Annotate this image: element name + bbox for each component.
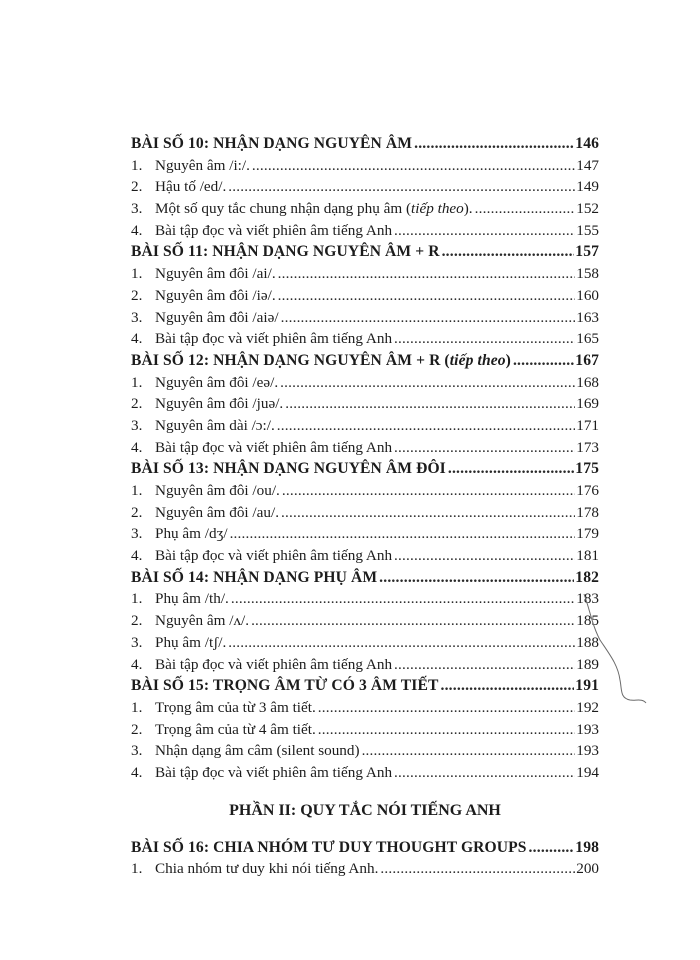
item-title: Nguyên âm /ʌ/.	[155, 612, 250, 630]
toc-item	[131, 263, 599, 285]
dot-leader	[281, 502, 575, 524]
page-number: 176	[576, 482, 599, 499]
dot-leader	[379, 567, 574, 589]
item-title: Nguyên âm đôi /ou/.	[155, 482, 280, 499]
page-number: 185	[576, 612, 599, 630]
toc-item	[131, 285, 599, 307]
page-number: 175	[575, 460, 599, 478]
dot-leader	[414, 133, 574, 155]
dot-leader	[318, 697, 575, 719]
item-number: 1.	[131, 156, 143, 174]
item-title: Nguyên âm đôi /ai/.	[155, 265, 276, 283]
item-title-italic: tiếp theo	[411, 200, 464, 218]
dot-leader	[282, 480, 575, 502]
item-number: 1.	[131, 590, 143, 608]
item-number: 4.	[131, 438, 143, 456]
toc-item	[131, 415, 599, 437]
page-number: 147	[576, 156, 599, 174]
item-number: 3.	[131, 416, 143, 434]
page-number: 155	[576, 221, 599, 239]
page-number: 198	[575, 838, 599, 856]
item-number: 2.	[131, 395, 143, 413]
item-number: 3.	[131, 308, 143, 326]
page-number: 152	[576, 200, 599, 218]
item-title: Trọng âm của từ 3 âm tiết.	[155, 698, 316, 716]
page-number: 200	[576, 860, 599, 878]
item-title: Bài tập đọc và viết phiên âm tiếng Anh	[155, 547, 393, 565]
toc-heading-lesson-12	[131, 350, 599, 372]
dot-leader	[277, 415, 575, 437]
dot-leader	[228, 176, 575, 198]
dot-leader	[285, 393, 575, 415]
heading-title: BÀI SỐ 11: NHẬN DẠNG NGUYÊN ÂM + R	[131, 243, 440, 261]
dot-leader	[513, 350, 574, 372]
toc-item	[131, 502, 599, 524]
page-number: 193	[576, 720, 599, 738]
toc-heading-lesson-13	[131, 458, 599, 480]
item-title-text: Một số quy tắc chung nhận dạng phụ âm (	[155, 200, 412, 218]
page-number: 194	[576, 763, 599, 781]
page-number: 179	[576, 525, 599, 543]
toc-item	[131, 654, 599, 676]
item-number: 4.	[131, 221, 143, 239]
toc-item	[131, 372, 599, 394]
item-title: Nguyên âm dài /ɔ:/.	[155, 416, 275, 434]
dot-leader	[231, 588, 575, 610]
page-number: 167	[575, 351, 599, 369]
page-number: 157	[575, 243, 599, 261]
page-number: 158	[576, 265, 599, 283]
page-number: 189	[576, 655, 599, 673]
heading-title-italic: tiếp theo	[449, 351, 506, 369]
dot-leader	[281, 307, 576, 329]
page-number: 146	[575, 135, 599, 152]
item-title: Phụ âm /tʃ/.	[155, 633, 227, 651]
item-title: Nguyên âm đôi /au/.	[155, 503, 280, 521]
toc-item	[131, 719, 599, 741]
item-title: Bài tập đọc và viết phiên âm tiếng Anh	[155, 763, 393, 781]
toc-item	[131, 480, 599, 502]
item-number: 3.	[131, 633, 143, 651]
heading-title: BÀI SỐ 13: NHẬN DẠNG NGUYÊN ÂM ĐÔI	[131, 460, 446, 478]
page-number: 192	[576, 698, 599, 716]
dot-leader	[529, 837, 575, 859]
dot-leader	[230, 523, 576, 545]
page-number: 163	[576, 308, 599, 326]
dot-leader	[280, 372, 575, 394]
item-title: Phụ âm /th/.	[155, 590, 229, 608]
dot-leader	[475, 198, 576, 220]
heading-title-suffix: )	[505, 351, 511, 369]
page-number: 191	[575, 677, 599, 695]
heading-title	[131, 350, 511, 372]
toc-item	[131, 437, 599, 459]
dot-leader	[394, 328, 575, 350]
toc-item	[131, 155, 599, 177]
toc-item	[131, 588, 599, 610]
page-number: 160	[576, 286, 599, 304]
page-number: 178	[576, 503, 599, 521]
item-title: Hậu tố /ed/.	[155, 178, 227, 196]
page-number: 168	[576, 373, 599, 391]
dot-leader	[380, 858, 575, 880]
toc-item	[131, 762, 599, 784]
item-title	[155, 198, 473, 220]
page-number: 182	[575, 568, 599, 586]
toc-item	[131, 393, 599, 415]
item-title: Nguyên âm đôi /iə/.	[155, 286, 276, 304]
dot-leader	[362, 740, 576, 762]
item-number: 2.	[131, 612, 143, 630]
item-number: 3.	[131, 200, 143, 218]
toc-heading-lesson-14	[131, 567, 599, 589]
dot-leader	[394, 437, 575, 459]
dot-leader	[448, 458, 574, 480]
page-number: 171	[576, 416, 599, 434]
item-number: 3.	[131, 525, 143, 543]
dot-leader	[394, 220, 575, 242]
item-number: 4.	[131, 763, 143, 781]
dot-leader	[228, 632, 575, 654]
page-number: 173	[576, 438, 599, 456]
item-title: Nhận dạng âm câm (silent sound)	[155, 742, 360, 760]
item-title: Bài tập đọc và viết phiên âm tiếng Anh	[155, 330, 393, 348]
page-number: 149	[576, 178, 599, 196]
toc-item	[131, 328, 599, 350]
dot-leader	[318, 719, 575, 741]
item-number: 1.	[131, 860, 143, 878]
page-number: 188	[576, 633, 599, 651]
item-number: 2.	[131, 503, 143, 521]
item-title: Phụ âm /dʒ/	[155, 525, 228, 543]
dot-leader	[394, 762, 575, 784]
item-title: Bài tập đọc và viết phiên âm tiếng Anh	[155, 221, 393, 239]
table-of-contents	[131, 133, 599, 880]
dot-leader	[440, 675, 574, 697]
item-title: Trọng âm của từ 4 âm tiết.	[155, 720, 316, 738]
toc-item	[131, 176, 599, 198]
item-number: 4.	[131, 547, 143, 565]
dot-leader	[394, 545, 575, 567]
toc-heading-lesson-11	[131, 241, 599, 263]
item-title: Chia nhóm tư duy khi nói tiếng Anh.	[155, 860, 379, 878]
item-number: 4.	[131, 330, 143, 348]
heading-title: BÀI SỐ 15: TRỌNG ÂM TỪ CÓ 3 ÂM TIẾT	[131, 677, 439, 695]
page-number: 181	[576, 547, 599, 565]
item-number: 2.	[131, 720, 143, 738]
part-title: PHẦN II: QUY TẮC NÓI TIẾNG ANH	[229, 801, 501, 819]
heading-title: BÀI SỐ 10: NHẬN DẠNG NGUYÊN ÂM	[131, 135, 413, 152]
dot-leader	[278, 285, 576, 307]
item-title: Bài tập đọc và viết phiên âm tiếng Anh	[155, 655, 393, 673]
item-title-suffix: ).	[463, 200, 473, 218]
page-number: 193	[576, 742, 599, 760]
item-number: 1.	[131, 373, 143, 391]
dot-leader	[394, 654, 575, 676]
item-title: Nguyên âm đôi /juə/.	[155, 395, 284, 413]
item-title: Nguyên âm /i:/.	[155, 156, 250, 174]
toc-heading-lesson-16	[131, 837, 599, 859]
item-number: 2.	[131, 286, 143, 304]
toc-heading-lesson-10	[131, 133, 599, 155]
toc-item	[131, 858, 599, 880]
toc-heading-lesson-15	[131, 675, 599, 697]
toc-item	[131, 740, 599, 762]
toc-item	[131, 198, 599, 220]
item-number: 4.	[131, 655, 143, 673]
dot-leader	[251, 610, 575, 632]
item-number: 1.	[131, 265, 143, 283]
toc-item	[131, 523, 599, 545]
item-number: 1.	[131, 482, 143, 499]
dot-leader	[442, 241, 575, 263]
item-number: 3.	[131, 742, 143, 760]
toc-item	[131, 220, 599, 242]
toc-item	[131, 632, 599, 654]
item-title: Nguyên âm đôi /eə/.	[155, 373, 279, 391]
item-title: Bài tập đọc và viết phiên âm tiếng Anh	[155, 438, 393, 456]
toc-item	[131, 610, 599, 632]
item-title: Nguyên âm đôi /aiə/	[155, 308, 279, 326]
heading-title: BÀI SỐ 14: NHẬN DẠNG PHỤ ÂM	[131, 568, 378, 586]
dot-leader	[278, 263, 576, 285]
page-number: 183	[576, 590, 599, 608]
page-number: 165	[576, 330, 599, 348]
dot-leader	[252, 155, 575, 177]
heading-title-text: BÀI SỐ 12: NHẬN DẠNG NGUYÊN ÂM + R (	[131, 351, 450, 369]
item-number: 2.	[131, 178, 143, 196]
page-number: 169	[576, 395, 599, 413]
heading-title: BÀI SỐ 16: CHIA NHÓM TƯ DUY THOUGHT GROUPS	[131, 838, 527, 856]
toc-item	[131, 307, 599, 329]
toc-item	[131, 697, 599, 719]
toc-item	[131, 545, 599, 567]
item-number: 1.	[131, 698, 143, 716]
